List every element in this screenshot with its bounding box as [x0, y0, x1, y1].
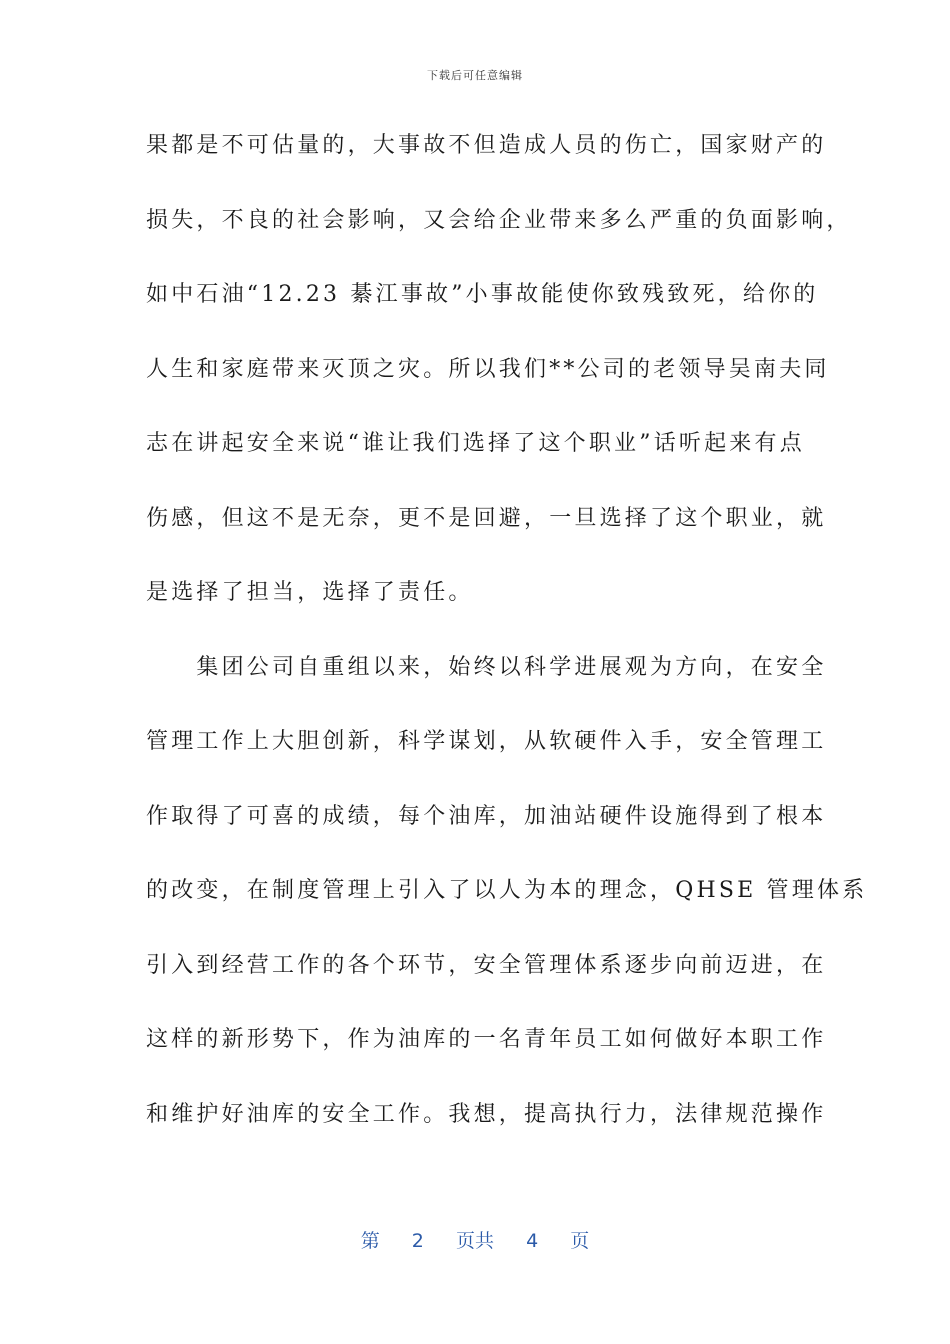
- text-line: 伤感，但这不是无奈，更不是回避，一旦选择了这个职业，就: [146, 505, 827, 531]
- footer-label-end: 页: [570, 1230, 590, 1252]
- header-note: 下载后可任意编辑: [427, 69, 523, 82]
- text-line: 引入到经营工作的各个环节，安全管理体系逐步向前迈进，在: [146, 952, 827, 978]
- text-line: 人生和家庭带来灭顶之灾。所以我们**公司的老领导吴南夫同: [146, 356, 830, 382]
- document-body: [146, 118, 868, 1161]
- text-line: 作取得了可喜的成绩，每个油库，加油站硬件设施得到了根本: [146, 803, 827, 829]
- current-page-number: 2: [411, 1230, 424, 1252]
- footer-label-page: 第: [360, 1230, 380, 1252]
- text-line: 损失，不良的社会影响，又会给企业带来多么严重的负面影响，: [146, 207, 852, 233]
- text-line: 志在讲起安全来说“谁让我们选择了这个职业”话听起来有点: [146, 431, 805, 456]
- text-line: 果都是不可估量的，大事故不但造成人员的伤亡，国家财产的: [146, 133, 827, 158]
- text-line: 如中石油“12.23 綦江事故”小事故能使你致残致死，给你的: [146, 282, 819, 307]
- text-line: 管理工作上大胆创新，科学谋划，从软硬件入手，安全管理工: [146, 729, 827, 754]
- text-line: 是选择了担当，选择了责任。: [146, 580, 474, 605]
- text-line: 和维护好油库的安全工作。我想，提高执行力，法律规范操作: [146, 1101, 827, 1127]
- page-footer: [0, 1226, 950, 1253]
- footer-label-of: 页共: [455, 1230, 494, 1252]
- text-line: 的改变，在制度管理上引入了以人为本的理念，QHSE 管理体系: [146, 878, 868, 903]
- text-line: 集团公司自重组以来，始终以科学进展观为方向，在安全: [146, 654, 827, 680]
- text-line: 这样的新形势下，作为油库的一名青年员工如何做好本职工作: [146, 1027, 827, 1052]
- total-pages-number: 4: [526, 1230, 539, 1252]
